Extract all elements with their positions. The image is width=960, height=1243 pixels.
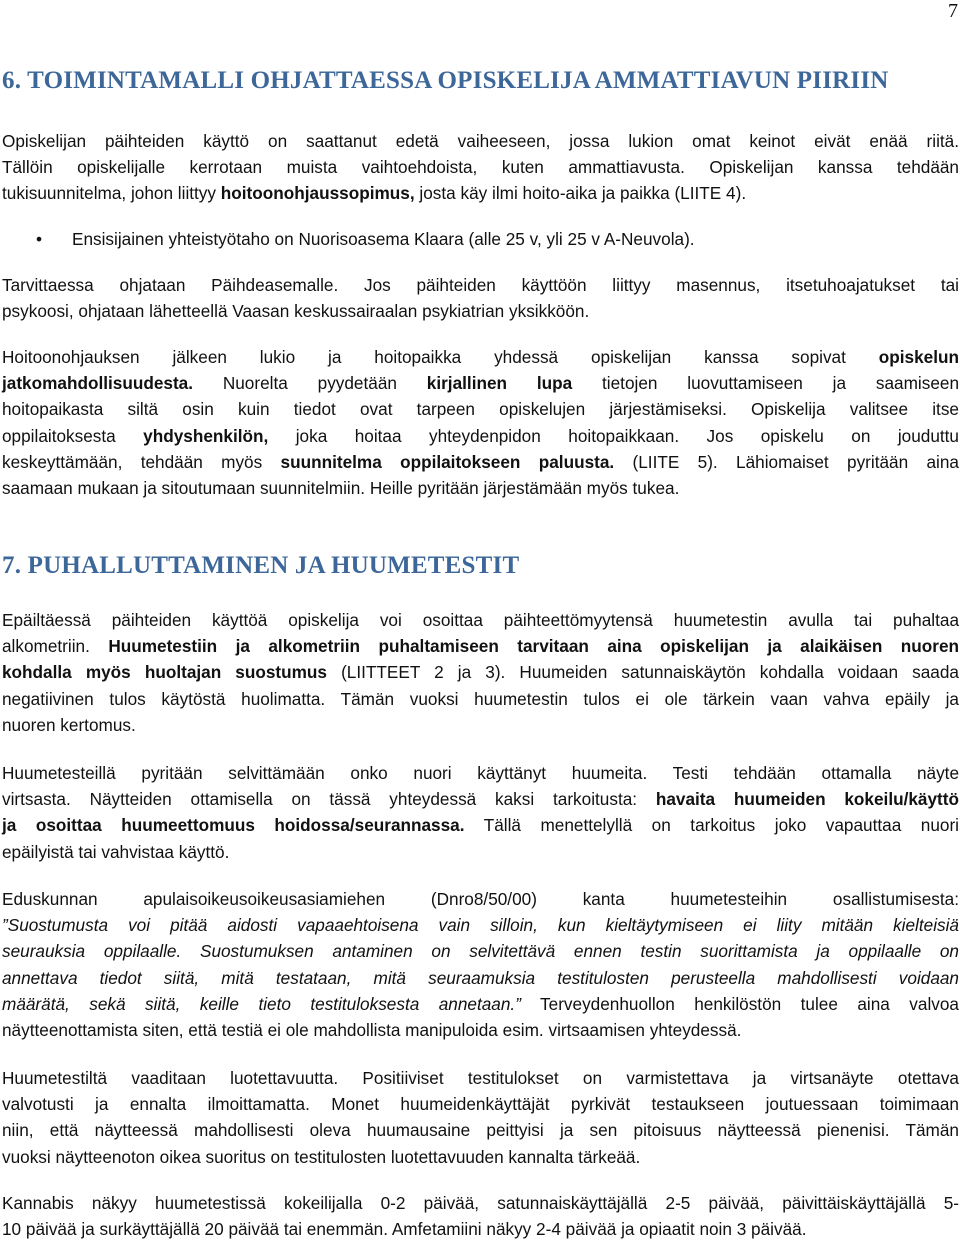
text-line: oppilaitoksesta yhdyshenkilön, joka hoitaa yhteydenpidon hoitopaikkaan. Jos opiskelu on jouduttu [2,425,959,446]
text-line: niin, että näytteessä mahdollisesti oleva huumausaine peittyisi ja sen pitoisuus näytteessä pienenisi. Tämän [2,1120,959,1141]
section-7-heading: 7. PUHALLUTTAMINEN JA HUUMETESTIT [2,552,520,579]
text-line: Hoitoonohjauksen jälkeen lukio ja hoitopaikka yhdessä opiskelijan kanssa sopivat opiskelun [2,347,959,367]
bold-term: kirjallinen lupa [426,373,573,394]
text-line: näytteenottamista siten, että testiä ei ole mahdollista manipuloida esim. virtsaamisen yhteydessä. [2,1020,742,1041]
quote-text: seurauksia oppilaalle. Suostumuksen antaminen on selvitettävä ennen testin suorittamista ja oppilaalle on [2,941,959,962]
text-line: hoitopaikasta siltä osin kuin tiedot ovat tarpeen opiskelujen järjestämiseksi. Opiskelija valitsee itse [2,399,959,420]
text-line: Tällöin opiskelijalle kerrotaan muista vaihtoehdoista, kuten ammattiavusta. Opiskelijan kanssa tehdään [2,157,959,178]
section-6-paragraph-1 [2,128,959,207]
text-line: Eduskunnan apulaisoikeusoikeusasiamiehen (Dnro8/50/00) kanta huumetesteihin osallistumisesta: [2,889,959,909]
text-line: Kannabis näkyy huumetestissä kokeilijalla 0-2 päivää, satunnaiskäyttäjällä 2-5 päivää, päivittäiskäyttäjällä 5- [2,1193,959,1213]
text-line: Huumetesteillä pyritään selvittämään onko nuori käyttänyt huumeita. Testi tehdään ottamalla näyte [2,763,959,783]
text-line: Tarvittaessa ohjataan Päihdeasemalle. Jos päihteiden käyttöön liittyy masennus, itsetuhoajatukset tai [2,275,959,295]
text-line: määrätä, sekä siitä, keille tieto testituloksesta annetaan.” Terveydenhuollon henkilöstön tulee aina valvoa [2,993,959,1014]
bullet-icon: • [36,229,43,249]
bold-term: havaita huumeiden kokeilu/käyttö [655,789,959,810]
text-line: saamaan mukaan ja sitoutumaan suunnitelmiin. Heille pyritään järjestämään myös tukea. [2,478,680,499]
section-6-paragraph-3 [2,344,959,501]
section-6-paragraph-2 [2,272,959,324]
quote-text: määrätä, sekä siitä, keille tieto testituloksesta annetaan.” [2,993,521,1014]
section-7-paragraph-4 [2,1065,959,1170]
bold-term: kohdalla myös huoltajan suostumus [2,662,327,683]
text-line: kohdalla myös huoltajan suostumus (LIITTEET 2 ja 3). Huumeiden satunnaiskäytön kohdalla voidaan saada [2,662,959,683]
text-line [2,938,959,964]
bold-term: yhdyshenkilön, [143,425,269,446]
bold-term: suunnitelma oppilaitokseen paluusta. [280,451,615,472]
text-line: alkometriin. Huumetestiin ja alkometriin puhaltamiseen tarvitaan aina opiskelijan ja alaikäisen nuoren [2,636,960,657]
bold-term: jatkomahdollisuudesta. [2,373,194,394]
text-line: nuoren kertomus. [2,714,136,735]
text-line: jatkomahdollisuudesta. Nuorelta pyydetään kirjallinen lupa tietojen luovuttamiseen ja saamiseen [2,373,960,394]
text-line: Huumetestiltä vaaditaan luotettavuutta. Positiiviset testitulokset on varmistettava ja virtsanäyte otettava [2,1068,959,1088]
bold-term: ja osoittaa huumeettomuus hoidossa/seurannassa. [2,815,465,836]
text-line: negatiivinen tulos käytöstä huolimatta. Tämän vuoksi huumetestin tulos ei ole tärkein vaan vahva epäily ja [2,688,959,709]
bold-term: Huumetestiin ja alkometriin puhaltamiseen tarvitaan aina opiskelijan ja alaikäisen nuoren [108,636,960,657]
bullet-item: Ensisijainen yhteistyötaho on Nuorisoasema Klaara (alle 25 v, yli 25 v A-Neuvola). [72,229,695,249]
text-line: virtsasta. Näytteiden ottamisella on tässä yhteydessä kaksi tarkoitusta: havaita huumeiden kokeilu/käyttö [2,789,959,810]
text-line: valvotusti ja ennalta ilmoittamatta. Monet huumeidenkäyttäjät pyrkivät testaukseen joutuessaan toimimaan [2,1094,959,1115]
section-7-paragraph-5 [2,1190,959,1242]
text-line: keskeyttämään, tehdään myös suunnitelma oppilaitokseen paluusta. (LIITE 5). Lähiomaiset pyritään aina [2,451,959,472]
bold-term: hoitoonohjaussopimus, [220,183,415,204]
text-line [2,965,959,991]
bold-term: opiskelun [878,347,959,367]
text-line [2,912,959,938]
section-7-paragraph-2 [2,760,959,865]
text-line: epäilyistä tai vahvistaa käyttö. [2,841,230,862]
text-line: Opiskelijan päihteiden käyttö on saattanut edetä vaiheeseen, jossa lukion omat keinot eivät enää riitä. [2,131,959,151]
text-line: 10 päivää ja surkäyttäjällä 20 päivää tai enemmän. Amfetamiini näkyy 2-4 päivää ja opiaatit noin 3 päivää. [2,1219,807,1240]
page-number: 7 [948,0,958,22]
text-line: psykoosi, ohjataan lähetteellä Vaasan keskussairaalan psykiatrian yksikköön. [2,301,590,322]
text-line: ja osoittaa huumeettomuus hoidossa/seurannassa. Tällä menettelyllä on tarkoitus joko vapauttaa nuori [2,815,959,836]
text-line: tukisuunnitelma, johon liittyy hoitoonohjaussopimus, josta käy ilmi hoito-aika ja paikka (LIITE 4). [2,183,747,204]
section-7-paragraph-1 [2,607,959,738]
section-7-paragraph-3 [2,886,959,1043]
section-6-heading: 6. TOIMINTAMALLI OHJATTAESSA OPISKELIJA AMMATTIAVUN PIIRIIN [2,67,889,94]
quote-text: annettava tiedot siitä, mitä testataan, mitä seuraamuksia testitulosten perusteella mahdollisesti voidaan [2,967,959,988]
quote-text: ”Suostumusta voi pitää aidosti vapaaehtoisena vain silloin, kun kieltäytymiseen ei liity mitään kielteisiä [2,915,959,936]
text-line: vuoksi näytteenoton oikea suoritus on testitulosten luotettavuuden kannalta tärkeää. [2,1146,641,1167]
text-line: Epäiltäessä päihteiden käyttöä opiskelija voi osoittaa päihteettömyytensä huumetestin avulla tai puhaltaa [2,610,959,630]
